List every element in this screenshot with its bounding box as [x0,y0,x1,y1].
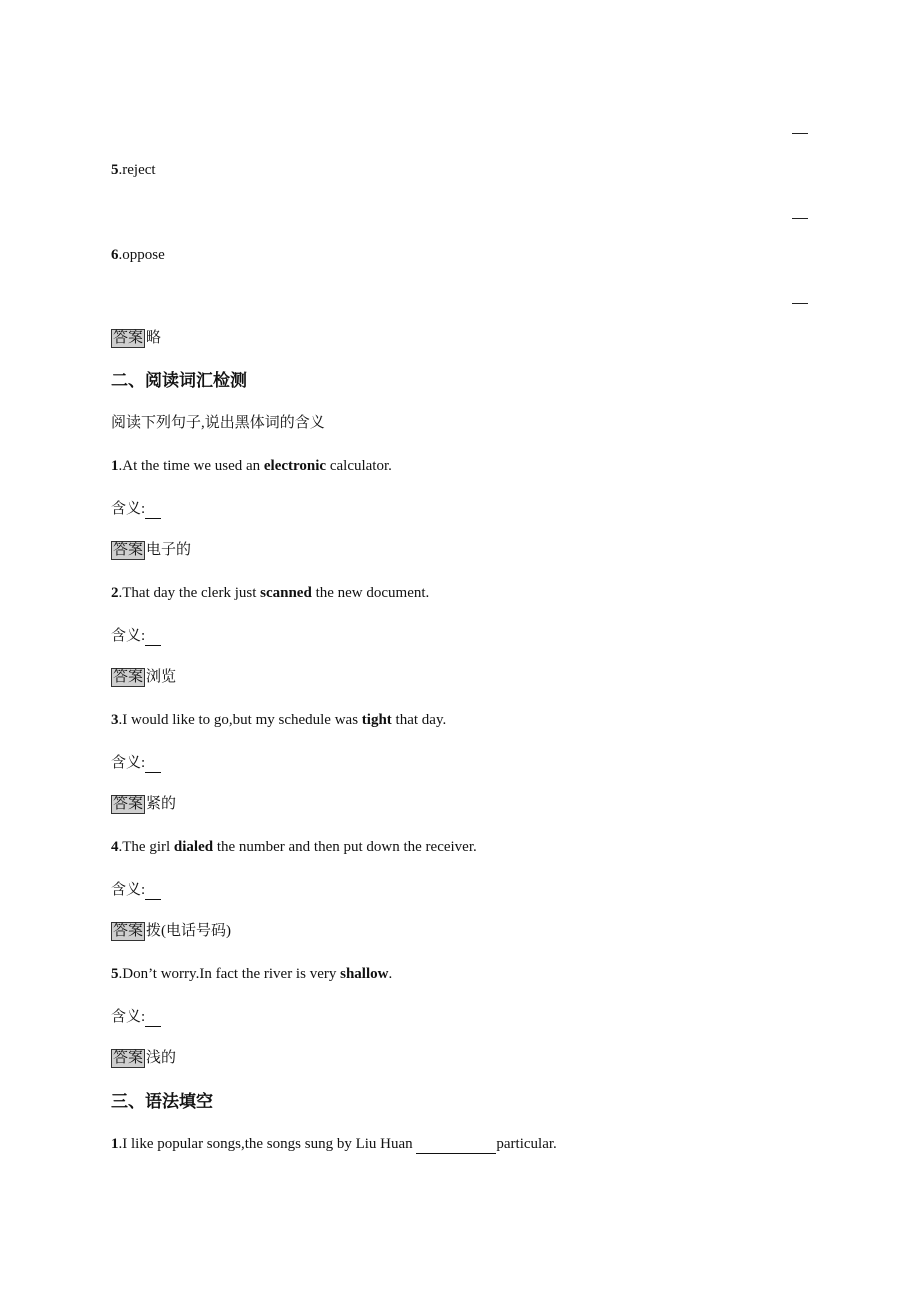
answer-tag: 答案 [113,796,144,812]
sentence-post: the number and then put down the receiver. [213,839,477,855]
answer-tag: 答案 [113,542,144,558]
answer-line [111,668,176,687]
answer-line [111,922,231,941]
answer-text: 浏览 [146,669,177,685]
sentence-post: that day. [391,712,447,728]
bold-word: scanned [260,585,312,601]
sentence-post: calculator. [326,458,392,474]
item-number: 1 [111,1136,119,1152]
sentence-post: the new document. [311,585,430,601]
sentence-post: . [388,966,393,982]
answer-tag: 答案 [113,669,144,685]
item-number: 4 [111,839,119,855]
sentence-pre: .I would like to go,but my schedule was [118,712,362,728]
sentence-pre: .That day the clerk just [118,585,261,601]
meaning-label: 含义: [111,501,146,517]
section-heading-vocabulary: 二、阅读词汇检测 [111,371,247,390]
continuation-item-5 [111,161,156,179]
question-item-5 [111,965,392,983]
meaning-line [111,500,161,519]
item-word: .oppose [118,247,165,263]
meaning-blank[interactable] [145,1008,161,1027]
meaning-line [111,881,161,900]
section-instruction: 阅读下列句子,说出黑体词的含义 [111,415,325,431]
question-item-3 [111,711,446,729]
meaning-line [111,754,161,773]
answer-line-dash [792,133,808,134]
meaning-blank[interactable] [145,627,161,646]
answer-line [111,795,176,814]
answer-line-dash [792,303,808,304]
sentence-pre: .At the time we used an [118,458,264,474]
item-number: 2 [111,585,119,601]
answer-tag: 答案 [113,1050,144,1066]
meaning-blank[interactable] [145,500,161,519]
bold-word: electronic [263,458,327,474]
meaning-label: 含义: [111,755,146,771]
item-number: 3 [111,712,119,728]
meaning-label: 含义: [111,1009,146,1025]
meaning-label: 含义: [111,882,146,898]
answer-tag: 答案 [113,330,144,346]
question-item-1 [111,457,392,475]
grammar-item-1 [111,1135,557,1154]
item-number: 1 [111,458,119,474]
question-item-2 [111,584,429,602]
answer-text: 紧的 [146,796,177,812]
meaning-blank[interactable] [145,754,161,773]
answer-line [111,541,191,560]
answer-text: 电子的 [146,542,192,558]
continuation-item-6 [111,246,165,264]
answer-text: 浅的 [146,1050,177,1066]
bold-word: tight [361,712,392,728]
prev-answer [111,329,161,348]
meaning-blank[interactable] [145,881,161,900]
sentence-pre: .Don’t worry.In fact the river is very [118,966,341,982]
answer-line-dash [792,218,808,219]
meaning-label: 含义: [111,628,146,644]
item-number: 5 [111,162,119,178]
item-number: 6 [111,247,119,263]
item-word: .reject [118,162,156,178]
bold-word: dialed [173,839,214,855]
meaning-line [111,1008,161,1027]
sentence-pre: .The girl [118,839,174,855]
item-number: 5 [111,966,119,982]
answer-text: 拨(电话号码) [146,923,232,939]
bold-word: shallow [340,966,389,982]
sentence-post: particular. [496,1136,557,1152]
answer-line [111,1049,176,1068]
fill-blank[interactable] [416,1135,496,1154]
question-item-4 [111,838,477,856]
section-heading-grammar: 三、语法填空 [111,1092,213,1111]
sentence-pre: .I like popular songs,the songs sung by Liu Huan [118,1136,417,1152]
answer-text: 略 [146,330,162,346]
answer-tag: 答案 [113,923,144,939]
meaning-line [111,627,161,646]
